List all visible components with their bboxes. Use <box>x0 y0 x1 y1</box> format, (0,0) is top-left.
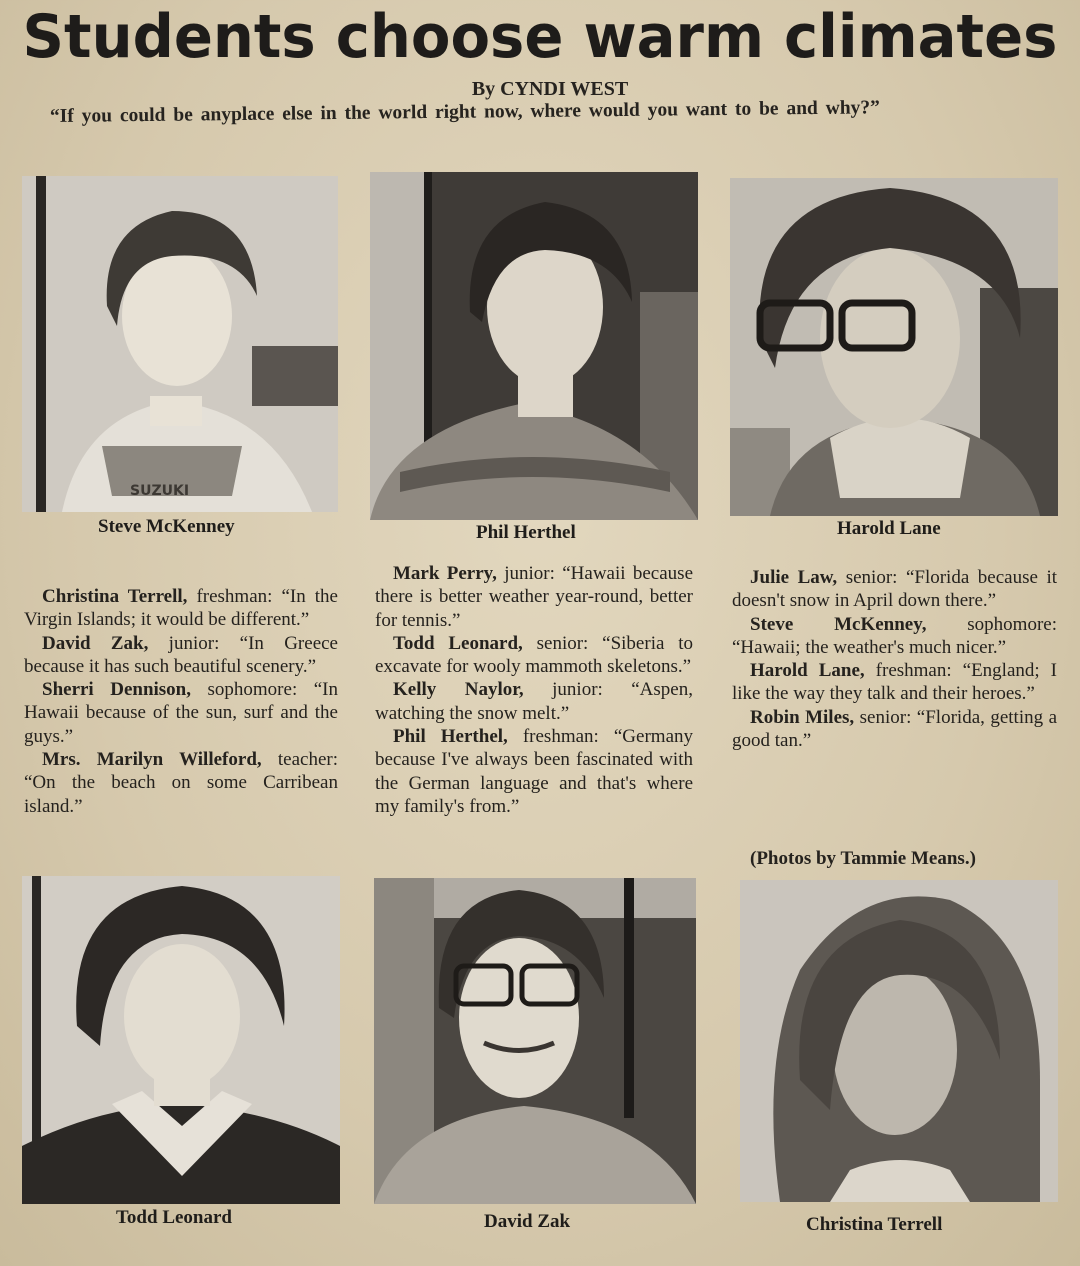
response-text: junior: “Aspen, watching the snow melt.” <box>375 679 693 724</box>
response-text: sophomore: “Hawaii; the weather's much nicer.” <box>732 613 1058 658</box>
respondent-name: Harold Lane, <box>750 660 865 682</box>
photo-david-zak <box>374 878 696 1204</box>
respondent-name: Robin Miles, <box>750 706 855 728</box>
caption-david-zak: David Zak <box>484 1211 571 1232</box>
responses-column-middle <box>375 562 693 818</box>
response-item <box>24 748 338 818</box>
response-item <box>732 566 1057 613</box>
response-item <box>375 632 693 679</box>
respondent-name: Sherri Dennison, <box>42 679 191 701</box>
photo-phil-herthel <box>370 172 698 520</box>
response-text: sophomore: “In Hawaii because of the sun, surf and the guys.” <box>24 679 338 747</box>
response-text: freshman: “Germany because I've always been fascinated with the German language and that's where my family's from.” <box>375 726 693 817</box>
respondent-name: David Zak, <box>42 632 149 654</box>
photo-steve-mckenney <box>22 176 338 512</box>
response-item <box>732 613 1057 660</box>
respondent-name: Todd Leonard, <box>393 632 523 654</box>
photo-christina-terrell <box>740 880 1058 1202</box>
response-text: freshman: “In the Virgin Islands; it would be different.” <box>24 586 338 631</box>
respondent-name: Kelly Naylor, <box>393 679 524 701</box>
response-item <box>732 706 1057 753</box>
caption-todd-leonard: Todd Leonard <box>116 1207 232 1228</box>
byline: By CYNDI WEST <box>471 78 629 100</box>
caption-christina-terrell: Christina Terrell <box>806 1214 943 1235</box>
respondent-name: Steve McKenney, <box>750 613 927 635</box>
response-item <box>375 678 693 725</box>
response-text: senior: “Florida, getting a good tan.” <box>732 706 1058 752</box>
survey-question: “If you could be anyplace else in the world right now, where would you want to be and why?” <box>49 97 880 127</box>
responses-column-left <box>24 585 338 818</box>
caption-steve-mckenney: Steve McKenney <box>98 516 235 537</box>
response-text: freshman: “England; I like the way they talk and their heroes.” <box>732 660 1057 705</box>
photo-credit: (Photos by Tammie Means.) <box>750 848 976 869</box>
respondent-name: Julie Law, <box>750 567 838 588</box>
respondent-name: Mark Perry, <box>393 563 497 584</box>
headline: Students choose warm climates <box>22 2 1058 72</box>
respondent-name: Christina Terrell, <box>42 586 188 607</box>
photo-todd-leonard <box>22 876 340 1204</box>
response-text: senior: “Florida because it doesn't snow in April down there.” <box>732 567 1058 612</box>
response-text: teacher: “On the beach on some Carribean island.” <box>24 749 338 817</box>
response-item <box>732 659 1057 706</box>
respondent-name: Mrs. Marilyn Willeford, <box>42 749 262 771</box>
caption-harold-lane: Harold Lane <box>837 518 941 539</box>
response-item <box>24 678 338 748</box>
response-text: junior: “Hawaii because there is better weather year-round, better for tennis.” <box>375 563 693 631</box>
response-text: senior: “Siberia to excavate for wooly mammoth skeletons.” <box>375 632 693 678</box>
response-item <box>375 725 693 818</box>
caption-phil-herthel: Phil Herthel <box>476 522 576 543</box>
response-item <box>24 632 338 679</box>
response-text: junior: “In Greece because it has such beautiful scenery.” <box>24 632 338 677</box>
respondent-name: Phil Herthel, <box>393 726 508 748</box>
responses-column-right <box>732 566 1057 752</box>
shirt-lettering: SUZUKI <box>130 483 190 499</box>
response-item <box>375 562 693 632</box>
photo-harold-lane <box>730 178 1058 516</box>
response-item <box>24 585 338 632</box>
